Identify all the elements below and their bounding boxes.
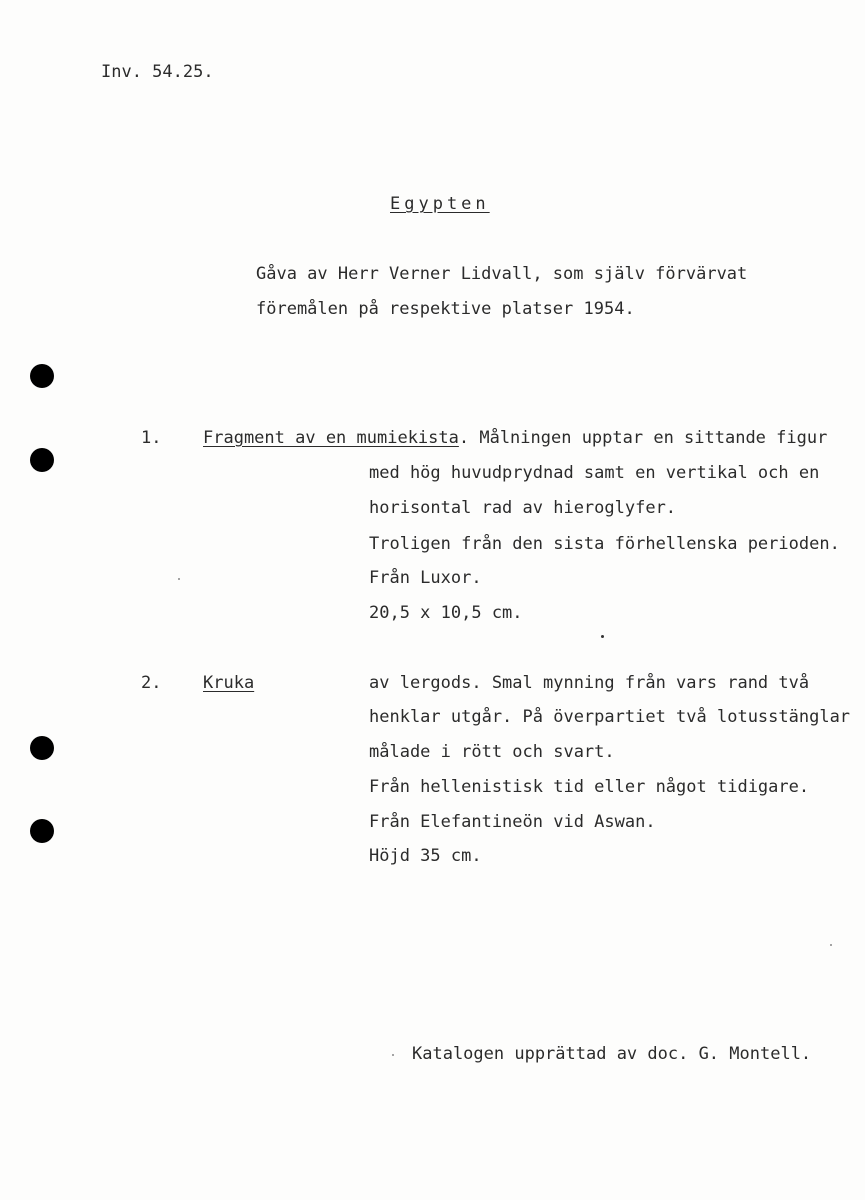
item-number: 1. [141,428,162,448]
item-description-line: henklar utgår. På överpartiet två lotusstänglar [369,707,851,727]
item-description-first-line [203,428,827,448]
item-description-line: Troligen från den sista förhellenska perioden. [369,534,840,554]
inventory-number: Inv. 54.25. [101,62,214,82]
item-description-line: Från hellenistisk tid eller något tidigare. [369,777,810,797]
item-description-line: med hög huvudprydnad samt en vertikal och en [369,463,820,483]
item-name: Fragment av en mumiekista [203,428,459,448]
item-description-line: Från Luxor. [369,568,482,588]
paper-speck [830,944,832,946]
item-number: 2. [141,673,162,693]
paper-speck [392,1054,394,1056]
paper-speck [178,578,180,580]
punch-hole-2 [30,448,54,472]
punch-hole-4 [30,819,54,843]
catalog-footer: Katalogen upprättad av doc. G. Montell. [412,1044,812,1064]
item-description-line: av lergods. Smal mynning från vars rand två [369,673,810,693]
intro-line-1: Gåva av Herr Verner Lidvall, som själv förvärvat [256,264,748,284]
item-description-line: Höjd 35 cm. [369,846,482,866]
item-description-line: horisontal rad av hieroglyfer. [369,498,677,518]
item-name: Kruka [203,673,255,693]
document-title: Egypten [390,194,490,214]
punch-hole-3 [30,736,54,760]
item-description-line: målade i rött och svart. [369,742,615,762]
intro-line-2: föremålen på respektive platser 1954. [256,299,635,319]
paper-speck [601,635,604,638]
item-description-line: Från Elefantineön vid Aswan. [369,812,656,832]
item-description-line: 20,5 x 10,5 cm. [369,603,523,623]
item-description-text: . Målningen upptar en sittande figur [458,428,828,448]
punch-hole-1 [30,364,54,388]
